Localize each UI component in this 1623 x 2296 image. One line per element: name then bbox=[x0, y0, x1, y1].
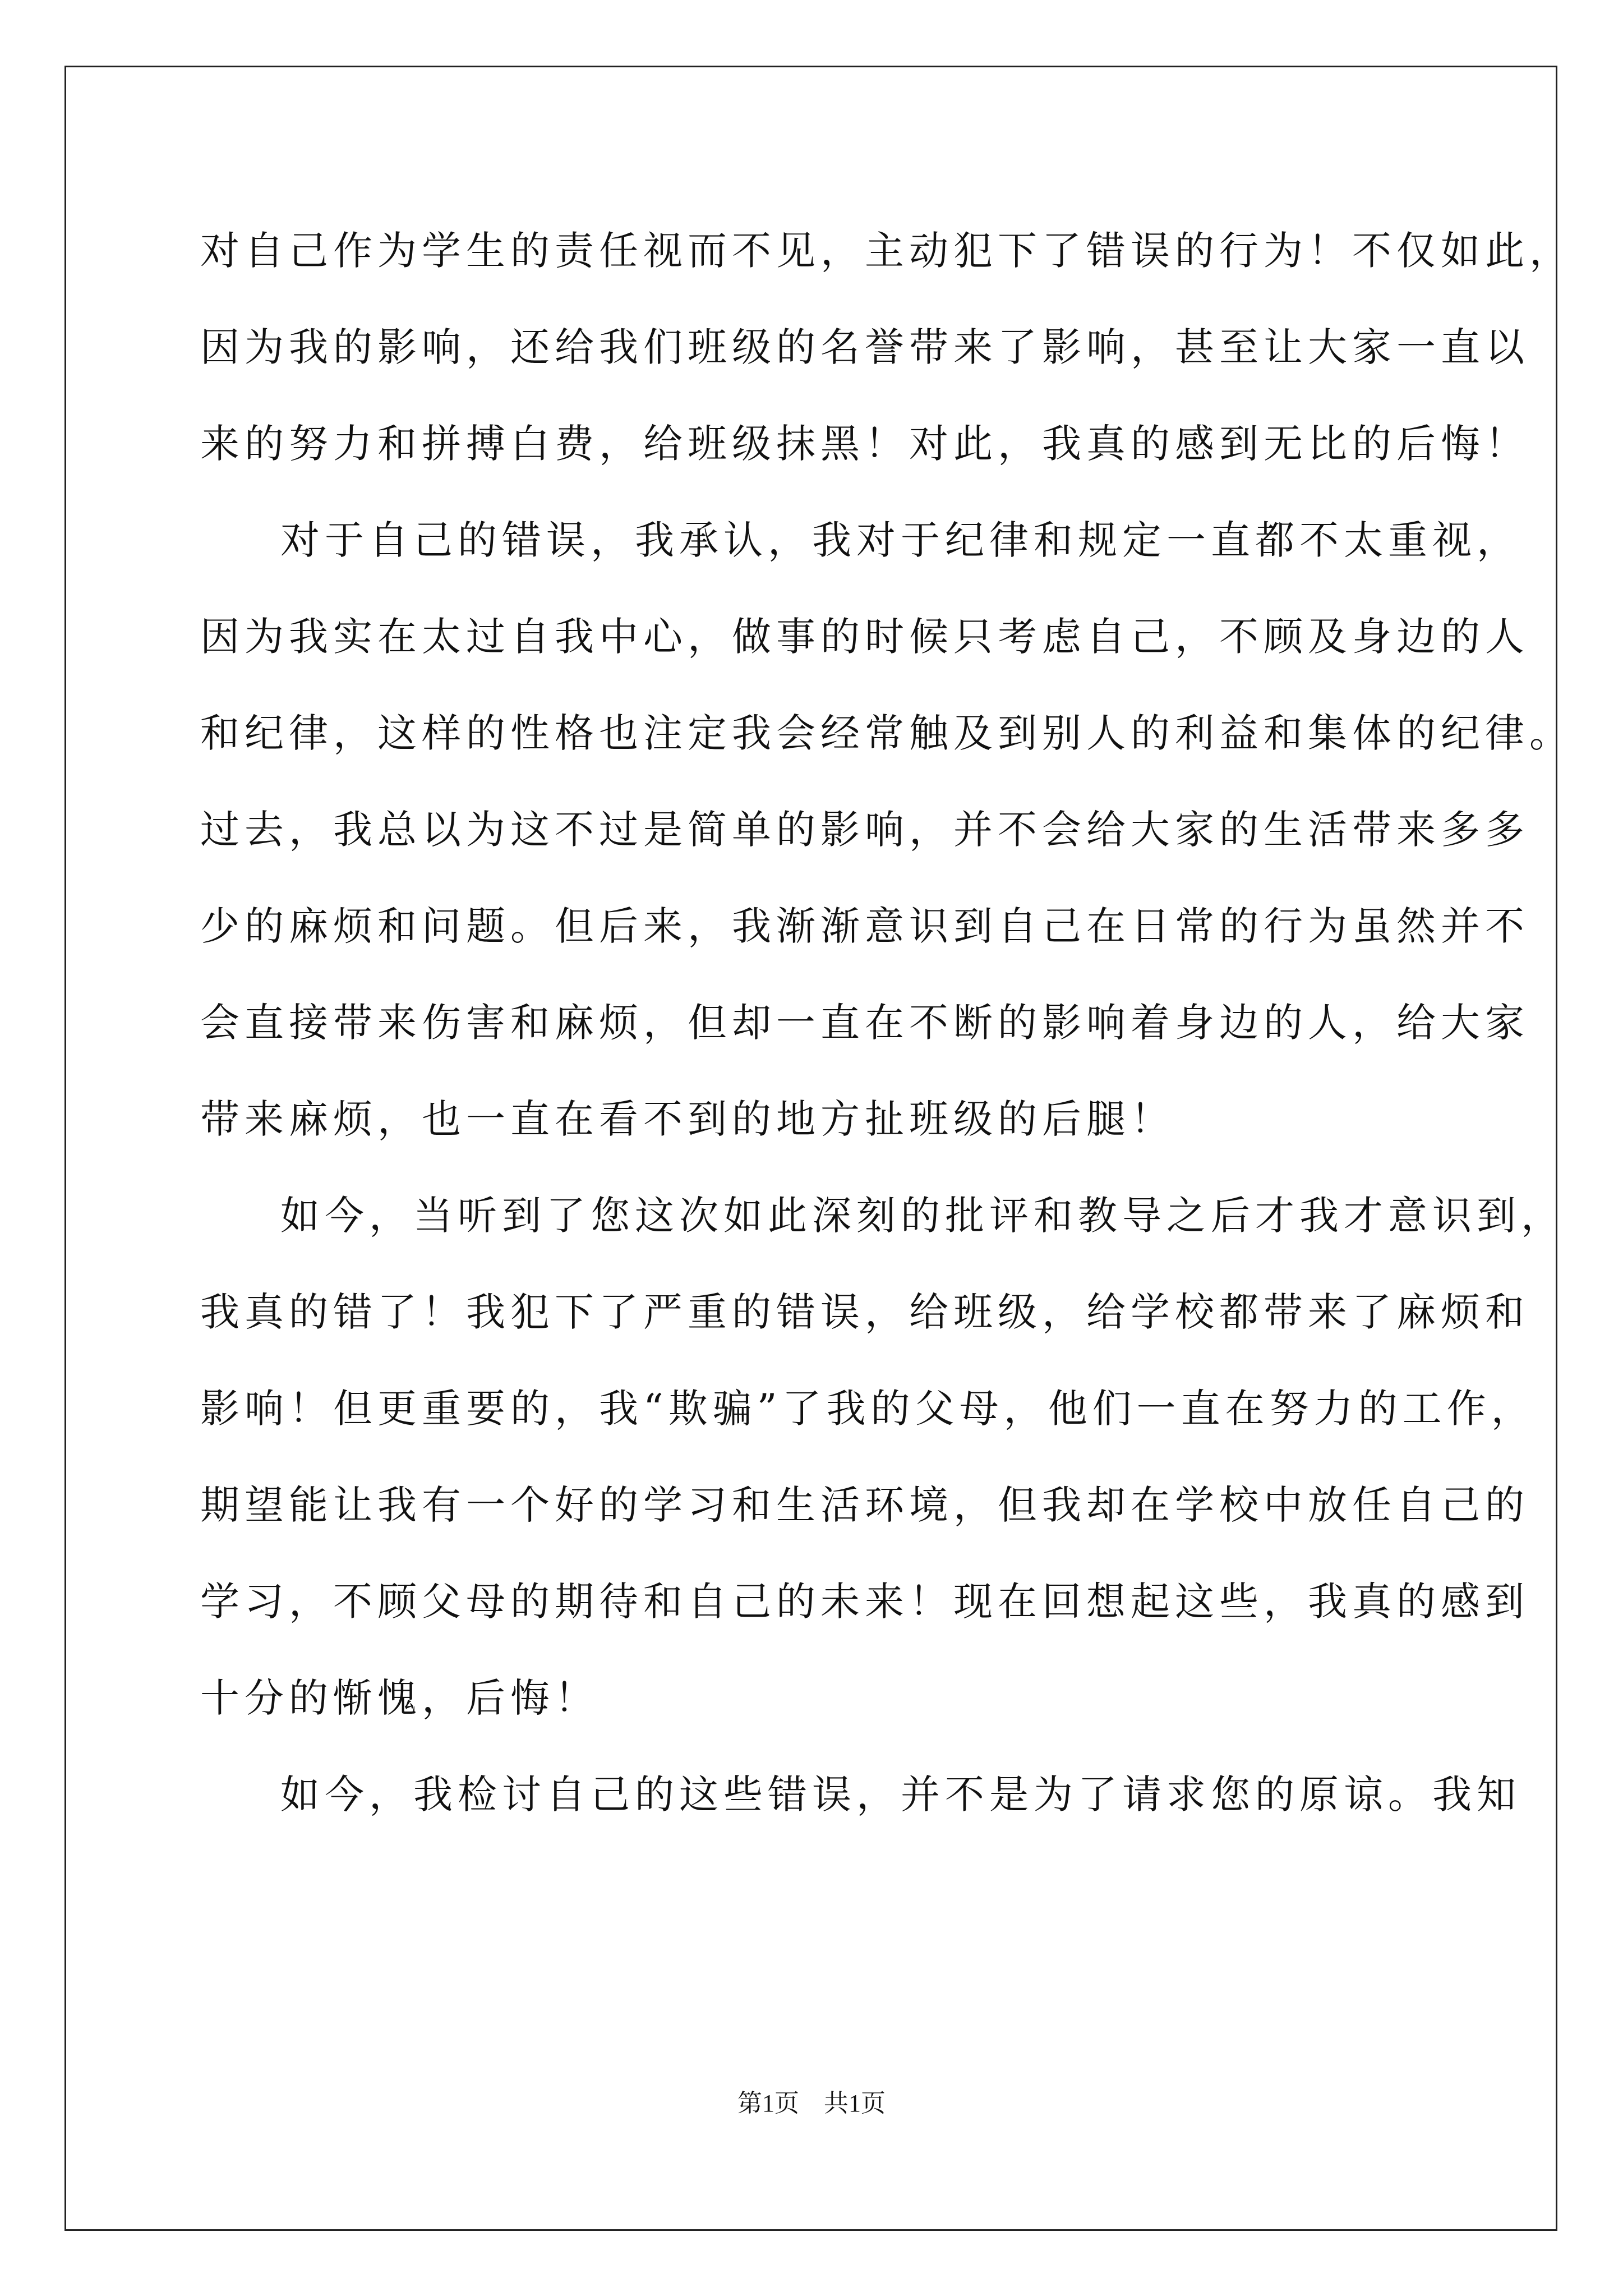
text-line: 学习，不顾父母的期待和自己的未来！现在回想起这些，我真的感到 bbox=[200, 1579, 1529, 1625]
text-line: 因为我实在太过自我中心，做事的时候只考虑自己，不顾及身边的人 bbox=[200, 614, 1529, 660]
text-line: 过去，我总以为这不过是简单的影响，并不会给大家的生活带来多多 bbox=[200, 807, 1529, 853]
text-line: 少的麻烦和问题。但后来，我渐渐意识到自己在日常的行为虽然并不 bbox=[200, 903, 1529, 949]
page-number-footer: 第1页 共1页 bbox=[737, 2090, 886, 2117]
text-line: 和纪律，这样的性格也注定我会经常触及到别人的利益和集体的纪律。 bbox=[200, 710, 1574, 756]
text-line: 会直接带来伤害和麻烦，但却一直在不断的影响着身边的人，给大家 bbox=[200, 1000, 1529, 1046]
text-line: 因为我的影响，还给我们班级的名誉带来了影响，甚至让大家一直以 bbox=[200, 324, 1529, 370]
text-line: 十分的惭愧，后悔！ bbox=[200, 1675, 599, 1721]
page-border bbox=[64, 66, 1557, 2231]
paragraph-start-line: 如今，当听到了您这次如此深刻的批评和教导之后才我才意识到， bbox=[280, 1193, 1565, 1239]
paragraph-start-line: 对于自己的错误，我承认，我对于纪律和规定一直都不太重视， bbox=[280, 517, 1521, 563]
text-line: 期望能让我有一个好的学习和生活环境，但我却在学校中放任自己的 bbox=[200, 1482, 1529, 1528]
text-line: 来的努力和拼搏白费，给班级抹黑！对此，我真的感到无比的后悔！ bbox=[200, 421, 1529, 467]
text-line: 我真的错了！我犯下了严重的错误，给班级，给学校都带来了麻烦和 bbox=[200, 1289, 1529, 1335]
text-line: 带来麻烦，也一直在看不到的地方扯班级的后腿！ bbox=[200, 1096, 1175, 1142]
paragraph-start-line: 如今，我检讨自己的这些错误，并不是为了请求您的原谅。我知 bbox=[280, 1772, 1521, 1818]
text-line: 对自己作为学生的责任视而不见，主动犯下了错误的行为！不仅如此， bbox=[200, 228, 1574, 274]
text-line: 影响！但更重要的，我“欺骗”了我的父母，他们一直在努力的工作， bbox=[200, 1386, 1536, 1432]
